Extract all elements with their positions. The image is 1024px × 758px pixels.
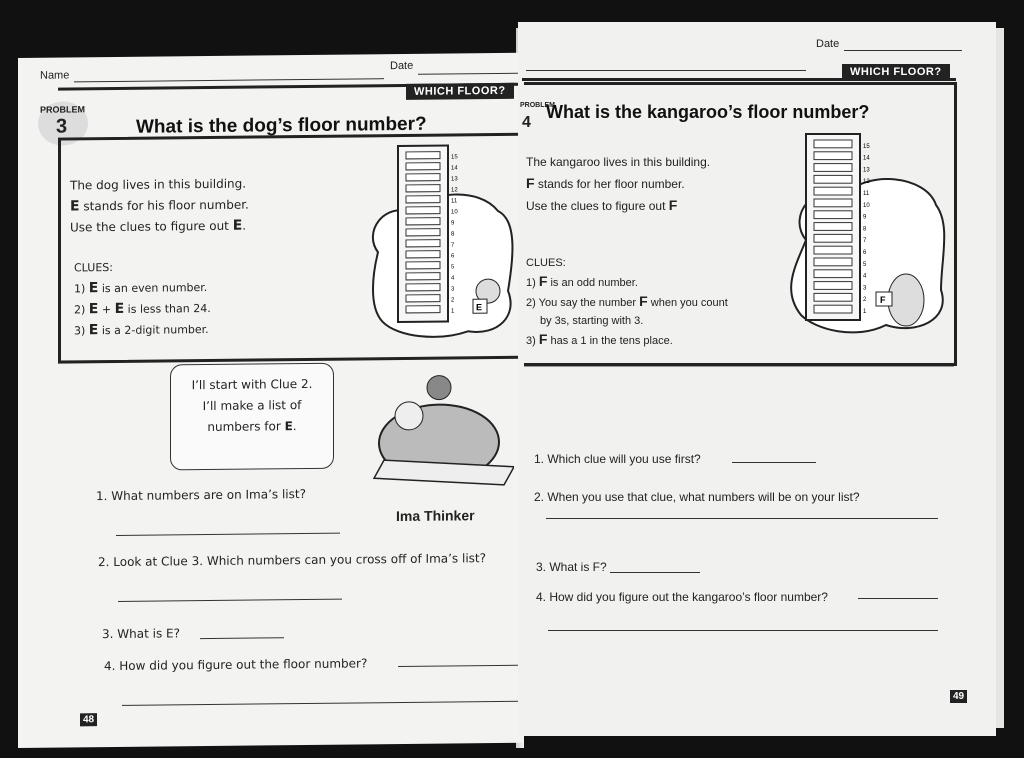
question-1: 1. What numbers are on Ima’s list? (96, 486, 306, 504)
clues-label: CLUES: (526, 257, 566, 269)
date-label: Date (816, 38, 840, 50)
clue-3: 3) F has a 1 in the tens place. (526, 331, 673, 347)
divider (524, 366, 954, 367)
intro-line-1: The dog lives in this building. (70, 176, 247, 193)
floor-number: 1 (863, 309, 867, 315)
letter-e: E (232, 217, 243, 234)
building-illustration (776, 130, 946, 350)
question-2: 2. When you use that clue, what numbers will be on your list? (534, 490, 860, 504)
floor-number: 1 (451, 308, 455, 315)
problem-number: 3 (56, 115, 68, 138)
building-window (406, 185, 440, 192)
intro-line-3: Use the clues to figure out E. (70, 217, 247, 235)
question-4: 4. How did you figure out the kangaroo’s floor number? (536, 590, 828, 604)
floor-number: 13 (863, 167, 870, 174)
question-2: 2. Look at Clue 3. Which numbers can you cross off of Ima’s list? (98, 551, 486, 570)
sign-letter: E (476, 302, 483, 313)
building-window (814, 175, 852, 183)
answer-line-4[interactable] (398, 665, 518, 667)
building-window (406, 251, 440, 258)
name-label: Name (40, 69, 70, 82)
floor-number: 9 (451, 220, 455, 227)
clues-list (74, 256, 211, 341)
problem-number: 4 (522, 114, 531, 131)
date-line[interactable] (418, 73, 518, 75)
which-floor-banner: WHICH FLOOR? (406, 83, 514, 100)
floor-number: 2 (451, 297, 455, 304)
date-label: Date (390, 59, 414, 73)
building-window (814, 305, 852, 313)
building-window (406, 273, 440, 280)
date-line[interactable] (844, 50, 962, 51)
answer-line-1[interactable] (116, 533, 340, 536)
clue-1: 1) E is an even number. (74, 280, 208, 297)
answer-line-4b[interactable] (548, 630, 938, 631)
speech-bubble (170, 363, 334, 471)
clue-2: 2) E + E is less than 24. (74, 300, 211, 318)
intro-line-3-text: Use the clues to figure out (70, 218, 233, 235)
building-window (814, 199, 852, 207)
floor-number: 8 (863, 226, 867, 233)
building-window (406, 229, 440, 236)
intro-line-2 (70, 195, 249, 218)
building-window (406, 295, 440, 302)
question-4: 4. How did you figure out the floor number? (104, 656, 368, 674)
answer-line-4[interactable] (858, 598, 938, 599)
intro-line-3: Use the clues to figure out F (526, 197, 678, 213)
character-name: Ima Thinker (396, 507, 475, 525)
answer-line-2[interactable] (118, 599, 342, 602)
question-3: 3. What is F? (536, 560, 607, 574)
building-window (814, 246, 852, 254)
problem-label: PROBLEM (40, 104, 85, 115)
clues-label: CLUES: (74, 261, 113, 275)
intro-line-2-text: stands for his floor number. (79, 197, 249, 214)
building-window (406, 284, 440, 291)
problem-label: PROBLEM (520, 102, 555, 109)
left-page (18, 53, 524, 748)
building-window (814, 293, 852, 301)
intro-line-2: F stands for her floor number. (526, 175, 685, 191)
building-window (814, 187, 852, 195)
answer-line-1[interactable] (732, 462, 816, 463)
clue-3: 3) E is a 2-digit number. (74, 322, 209, 339)
building-window (406, 306, 440, 313)
building-illustration (358, 141, 518, 348)
floor-number: 6 (451, 253, 455, 260)
building-window (406, 207, 440, 214)
letter-e: E (70, 198, 80, 215)
floor-number: 5 (451, 264, 455, 271)
answer-line-4b[interactable] (122, 701, 522, 706)
building-window (406, 152, 440, 159)
floor-number: 4 (451, 275, 455, 282)
question-3: 3. What is E? (102, 626, 180, 642)
floor-number: 12 (863, 179, 870, 186)
building-window (814, 223, 852, 231)
clue-2-cont: by 3s, starting with 3. (540, 315, 644, 327)
floor-number: 11 (863, 191, 870, 197)
answer-line-3[interactable] (200, 637, 284, 639)
bubble-line-1: I’ll start with Clue 2. (191, 376, 313, 393)
building-window (406, 196, 440, 203)
frog-illustration (364, 367, 514, 499)
sign-letter: F (880, 295, 886, 305)
building-window (814, 234, 852, 242)
bubble-line-2: I’ll make a list of (202, 398, 302, 414)
floor-number: 14 (863, 155, 870, 162)
page-number: 48 (80, 713, 97, 726)
bubble-line-3: numbers for E. (207, 419, 297, 435)
floor-number: 4 (863, 273, 867, 280)
name-line[interactable] (74, 78, 384, 82)
floor-number: 11 (451, 198, 458, 205)
floor-number: 5 (863, 261, 867, 268)
answer-line-2[interactable] (546, 518, 938, 519)
floor-number: 7 (451, 242, 455, 249)
problem-title: What is the kangaroo’s floor number? (546, 102, 870, 122)
building-window (814, 282, 852, 290)
intro-text (70, 174, 249, 239)
answer-line-3[interactable] (610, 572, 700, 573)
building-window (814, 152, 852, 160)
building-window (406, 174, 440, 181)
building-window (406, 262, 440, 269)
building-window (406, 218, 440, 225)
name-line[interactable] (526, 70, 806, 71)
which-floor-banner: WHICH FLOOR? (842, 64, 950, 80)
building-window (406, 163, 440, 170)
floor-number: 9 (863, 214, 867, 221)
floor-number: 13 (451, 176, 458, 183)
problem-title: What is the dog’s floor number? (136, 113, 427, 138)
building-window (814, 270, 852, 278)
building-window (814, 140, 852, 148)
floor-number: 15 (451, 154, 458, 161)
floor-number: 2 (863, 297, 867, 304)
building-window (406, 240, 440, 247)
floor-number: 10 (451, 209, 458, 216)
floor-number: 8 (451, 231, 455, 238)
floor-number: 15 (863, 143, 870, 150)
building-window (814, 258, 852, 266)
clue-2: 2) You say the number F when you count (526, 293, 728, 309)
page-number: 49 (950, 690, 967, 703)
floor-number: 12 (451, 187, 458, 194)
building-window (814, 211, 852, 219)
intro-text (526, 152, 710, 217)
floor-number: 6 (863, 250, 867, 256)
page-edge (996, 28, 1004, 728)
clue-1: 1) F is an odd number. (526, 273, 638, 289)
question-1: 1. Which clue will you use first? (534, 452, 701, 466)
building-window (814, 164, 852, 172)
floor-number: 3 (451, 286, 455, 293)
right-page (518, 22, 996, 736)
floor-number: 10 (863, 202, 870, 209)
floor-number: 3 (863, 285, 867, 292)
floor-number: 14 (451, 165, 458, 172)
floor-number: 7 (863, 238, 867, 245)
intro-line-1: The kangaroo lives in this building. (526, 155, 711, 169)
clues-list (526, 254, 728, 350)
